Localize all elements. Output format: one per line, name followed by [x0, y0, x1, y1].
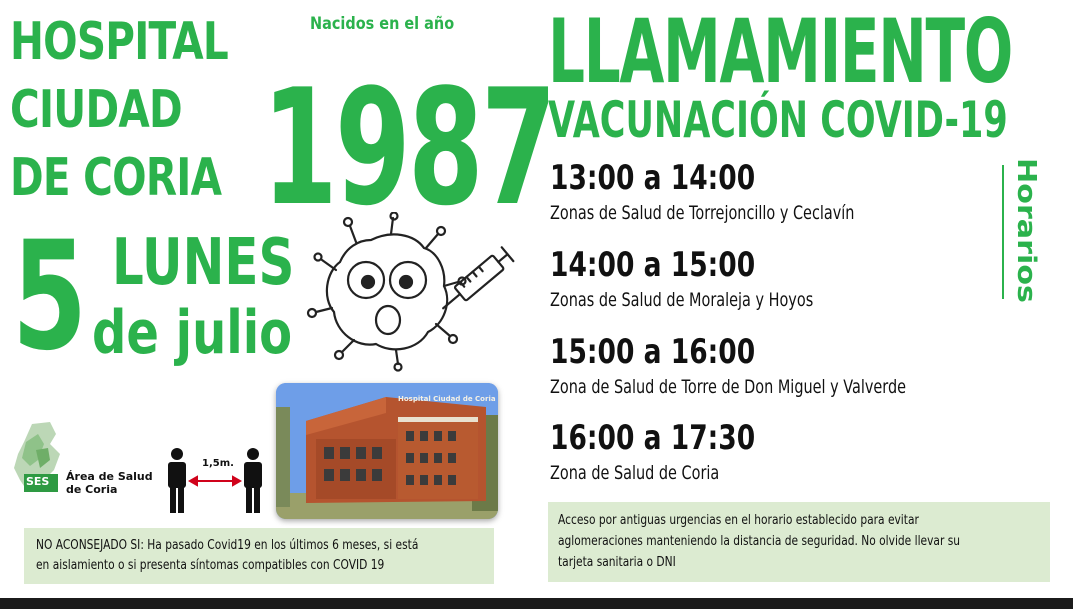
- schedule-time-1: 13:00 a 14:00: [550, 158, 756, 198]
- access-note-line2: aglomeraciones manteniendo la distancia de seguridad. No olvide llevar su: [558, 534, 961, 549]
- access-note-line3: tarjeta sanitaria o DNI: [558, 555, 676, 570]
- schedule-label-text: Horarios: [1011, 158, 1041, 284]
- date-weekday: LUNES: [112, 226, 295, 300]
- hospital-name-line2: CIUDAD: [10, 80, 182, 140]
- ses-area-line1: Área de Salud: [66, 470, 153, 483]
- schedule-time-4: 16:00 a 17:30: [550, 418, 756, 458]
- schedule-zone-3: Zona de Salud de Torre de Don Miguel y Valverde: [550, 376, 907, 398]
- date-month: de julio: [92, 298, 293, 368]
- birth-year: 1987: [262, 54, 554, 241]
- ses-abbr: SES: [26, 475, 50, 488]
- hospital-building-photo: [276, 383, 498, 519]
- distance-label: 1,5m.: [202, 458, 234, 469]
- page-subtitle: VACUNACIÓN COVID-19: [548, 91, 1008, 149]
- access-note-line1: Acceso por antiguas urgencias en el horario establecido para evitar: [558, 513, 919, 528]
- date-day: 5: [12, 210, 88, 384]
- social-distance-icon: [160, 445, 270, 515]
- not-advised-note-line1: NO ACONSEJADO SI: Ha pasado Covid19 en los últimos 6 meses, si está: [36, 538, 419, 553]
- virus-cartoon-icon: [296, 212, 522, 372]
- photo-sign-text: Hospital Ciudad de Coria: [398, 395, 496, 403]
- hospital-name-line1: HOSPITAL: [10, 12, 228, 72]
- schedule-label: [1010, 158, 1050, 308]
- ses-area-label: [66, 470, 153, 496]
- ses-area-line2: de Coria: [66, 483, 118, 496]
- page-title: LLAMAMIENTO: [548, 0, 1012, 103]
- not-advised-note: [24, 528, 494, 584]
- schedule-zone-4: Zona de Salud de Coria: [550, 462, 720, 484]
- hospital-name-line3: DE CORIA: [10, 148, 222, 208]
- not-advised-note-line2: en aislamiento o si presenta síntomas compatibles con COVID 19: [36, 558, 385, 573]
- birth-label: Nacidos en el año: [310, 14, 455, 34]
- schedule-time-2: 14:00 a 15:00: [550, 245, 756, 285]
- schedule-label-divider: [1002, 165, 1004, 299]
- access-note: [548, 502, 1050, 582]
- schedule-zone-1: Zonas de Salud de Torrejoncillo y Ceclavín: [550, 202, 855, 224]
- schedule-time-3: 15:00 a 16:00: [550, 332, 756, 372]
- hospital-name: [10, 8, 228, 212]
- schedule-zone-2: Zonas de Salud de Moraleja y Hoyos: [550, 289, 814, 311]
- bottom-bar: [0, 598, 1073, 609]
